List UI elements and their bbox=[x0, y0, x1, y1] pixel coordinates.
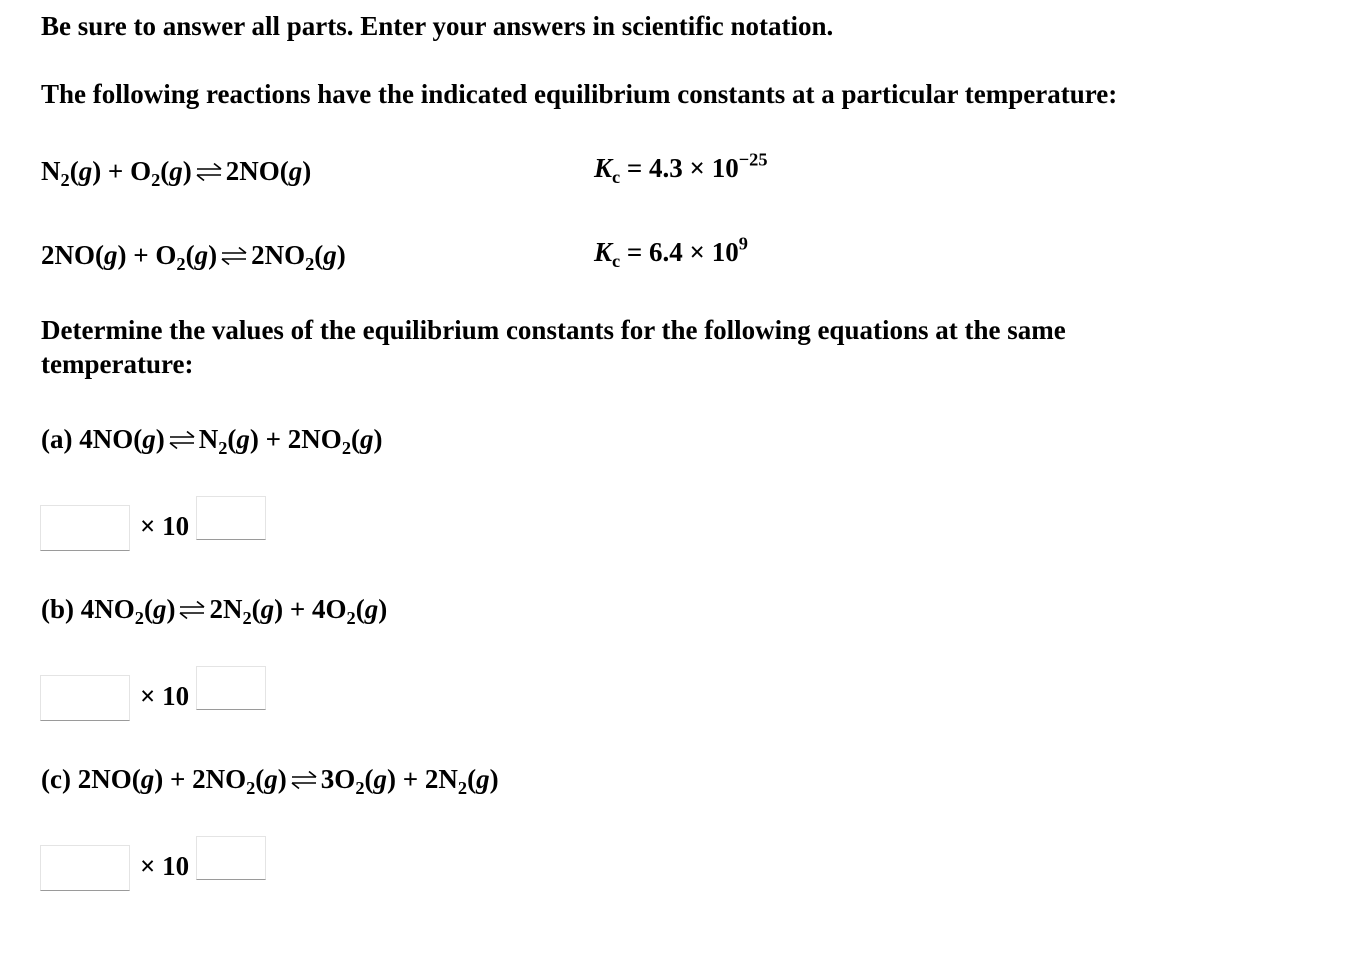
equilibrium-arrow-icon bbox=[179, 600, 205, 620]
part-a-exponent-input[interactable] bbox=[196, 496, 266, 540]
determine-text-line2: temperature: bbox=[41, 349, 194, 379]
times-ten-label: × 10 bbox=[140, 851, 190, 881]
kc-given-2: $K_c = 6.4 \times 10^9$ bbox=[594, 233, 748, 272]
times-ten-label: × 10 bbox=[140, 681, 190, 711]
part-b-exponent-input[interactable] bbox=[196, 666, 266, 710]
equilibrium-arrow-icon bbox=[169, 430, 195, 450]
given-reaction-2: $2NO(g) + O_2(g)$ $2NO_2(g)$ bbox=[41, 240, 346, 274]
part-a-equation: (a) 4NO(g) $N_2(g) + 2NO_2(g)$ bbox=[41, 424, 383, 458]
kc-exponent: −25 bbox=[738, 149, 768, 170]
given-reaction-1: $N_2(g) + O_2(g)$ 2NO(g) bbox=[41, 156, 312, 190]
part-b-mantissa-input[interactable] bbox=[40, 675, 130, 721]
equilibrium-arrow-icon bbox=[196, 162, 222, 182]
part-b-equation: (b) $4NO_2(g) 2N_2(g) + 4O_2(g)$ bbox=[41, 594, 388, 628]
part-c-equation: (c) $2NO(g) + 2NO_2(g) 3O_2(g) + 2N_2(g)$ bbox=[41, 764, 499, 798]
kc-exponent: 9 bbox=[738, 233, 748, 254]
part-c-exponent-input[interactable] bbox=[196, 836, 266, 880]
determine-text-line1: Determine the values of the equilibrium constants for the following equations at the same bbox=[41, 315, 1066, 345]
part-c-mantissa-input[interactable] bbox=[40, 845, 130, 891]
times-ten-label: × 10 bbox=[140, 511, 190, 541]
equilibrium-arrow-icon bbox=[291, 770, 317, 790]
intro-text: The following reactions have the indicated equilibrium constants at a particular temperature: bbox=[41, 79, 1118, 109]
kc-given-1: $K_c = 4.3 \times 10^{-25}$ bbox=[594, 149, 768, 188]
instructions: Be sure to answer all parts. Enter your answers in scientific notation. bbox=[41, 11, 834, 41]
part-a-mantissa-input[interactable] bbox=[40, 505, 130, 551]
equilibrium-arrow-icon bbox=[221, 246, 247, 266]
